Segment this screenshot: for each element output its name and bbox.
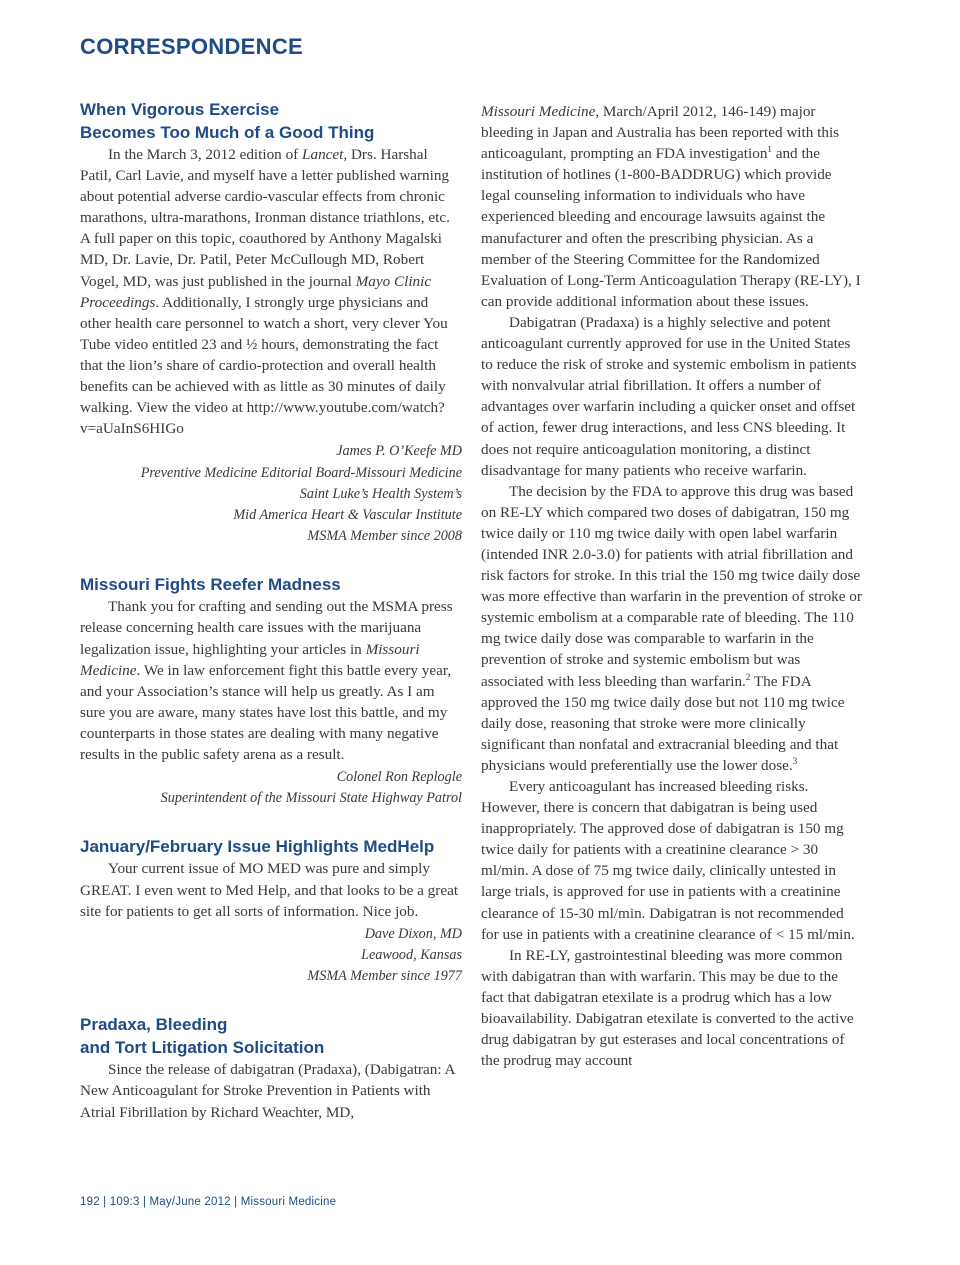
letter2-sig-name: Colonel Ron Replogle [336,769,462,786]
letter1-sig-org2: Mid America Heart & Vascular Institute [233,506,462,523]
letter1-heading-line2: Becomes Too Much of a Good Thing [80,123,375,142]
page-footer: 192 | 109:3 | May/June 2012 | Missouri Medicine [80,1196,337,1208]
letter1-text-e: . Additionally, I strongly urge physicians and other health care personnel to watch a short, very clever You Tube video entitled 23 and ½ hours, demonstrating the fact that the lion’s share of cardio-protection and overall health benefits can be achieved with as little as 30 minutes of daily walking. View the video at http://www.youtube.com/watch?v=aUaInS6HIGo [80,293,448,438]
letter1-sig-title: Preventive Medicine Editorial Board-Missouri Medicine [140,464,462,481]
right-column [481,101,863,1071]
letter1-heading-line1: When Vigorous Exercise [80,100,280,119]
letter2-sig-title: Superintendent of the Missouri State Highway Patrol [160,790,462,807]
footnote-ref-1: 1 [767,144,772,155]
letter2-signature [80,767,462,809]
letter2-text-a: Thank you for crafting and sending out the MSMA press release concerning health care issues with the marijuana legalization issue, highlighting your articles in [80,598,453,658]
section-label: CORRESPONDENCE [80,34,304,59]
journal-missouri-medicine-2: Missouri Medicine [481,103,596,120]
left-column [80,98,462,1123]
letter1-sig-org1: Saint Luke’s Health System’s [299,485,462,502]
letter3-signature [80,924,462,988]
letter1-sig-member: MSMA Member since 2008 [307,528,462,545]
letter4-paragraph-3 [481,481,863,776]
letter3-body: Your current issue of MO MED was pure and simply GREAT. I even went to Med Help, and that looks to be a great site for patients to get all sorts of information. Nice job. [80,860,459,920]
journal-lancet: Lancet [302,146,344,163]
letter4-r3-text-b: The FDA approved the 150 mg twice daily dose but not 110 mg twice daily dose, reasoning that stroke were more clinically significant than nonfatal and extracranial bleeding and that physicians would preferentially use the lower dose. [481,672,845,774]
letter2-heading: Missouri Fights Reefer Madness [80,575,341,595]
letter2-body [80,596,462,765]
letter4-r1-text-b: , March/April 2012, 146-149) major bleeding in Japan and Australia has been reported with this anticoagulant, prompting an FDA investigation [481,103,840,163]
footnote-ref-2: 2 [745,671,751,682]
letter4-r1-text-c: and the institution of hotlines (1-800-BADDRUG) which provide legal counseling information to individuals who have experienced bleeding and encourage lawsuits against the manufacturer and often the prescribing physician. As a member of the Steering Committee for the Randomized Evaluation of Long-Term Anticoagulation Therapy (RE-LY), I can provide additional information about these issues. [481,145,861,310]
letter4-heading-line2: and Tort Litigation Solicitation [80,1038,325,1058]
letter2-text-c: . We in law enforcement fight this battle every year, and your Association’s stance will help us greatly. As I am sure you are aware, many states have lost this battle, and my counterparts in those states are dealing with many negative results in the public safety arena as a result. [80,661,452,763]
letter1-signature [80,441,462,547]
letter4-paragraph-2: Dabigatran (Pradaxa) is a highly selective and potent anticoagulant currently approved for use in the United States to reduce the risk of stroke and systemic embolism in patients with nonvalvular atrial fibrillation. It offers a number of advantages over warfarin including a quicker onset and offset of action, fewer drug interactions, and less CNS bleeding. It does not require anticoagulation monitoring, a distinct disadvantage for many patients who receive warfarin. [481,313,857,479]
journal-mayo: Mayo Clinic Proceedings [80,272,432,311]
letter4-paragraph-5: In RE-LY, gastrointestinal bleeding was more common with dabigatran than with warfarin. This may be due to the fact that dabigatran etexilate is a prodrug which has a low bioavailability. Dabigatran etexilate is converted to the active drug dabigatran by gut esterases and local concentrations of the prodrug may account [481,946,854,1070]
letter4-body-start: Since the release of dabigatran (Pradaxa), (Dabigatran: A New Anticoagulant for Stroke Prevention in Patients with Atrial Fibrillation by Richard Weachter, MD, [80,1061,455,1121]
footnote-ref-3: 3 [792,755,798,766]
letter3-sig-name: Dave Dixon, MD [364,925,462,942]
letter1-body [80,144,462,439]
letter4-r3-text-a: The decision by the FDA to approve this drug was based on RE-LY which compared two doses of dabigatran, 150 mg twice daily or 110 mg twice daily with open label warfarin (intended INR 2.0-3.0) for patients with atrial fibrillation and risk factors for stroke. In this trial the 150 mg twice daily dose was more effective than warfarin in the prevention of stroke or systemic embolism at a comparable rate of bleeding. The 110 mg twice daily dose was comparable to warfarin in the prevention of stroke and systemic embolism but was associated with less bleeding than warfarin. [481,482,862,690]
letter4-heading [80,1013,462,1059]
letter1-text-c: , Drs. Harshal Patil, Carl Lavie, and myself have a letter published warning about potential adverse cardio-vascular effects from chronic marathons, ultra-marathons, Ironman distance triathlons, etc. A full paper on this topic, coauthored by Anthony Magalski MD, Dr. Lavie, Dr. Patil, Peter McCullough MD, Robert Vogel, MD, was just published in the journal [80,146,450,290]
letter1-sig-name: James P. O’Keefe MD [336,443,462,460]
letter4-paragraph-4: Every anticoagulant has increased bleeding risks. However, there is concern that dabigatran is being used inappropriately. The approved dose of dabigatran is 150 mg twice daily for patients with a creatinine clearance > 30 ml/min. A dose of 75 mg twice daily, clinically untested in large trials, is approved for use in patients with a creatinine clearance of 15-30 ml/min. Dabigatran is not recommended for use in patients with a creatinine clearance of < 15 ml/min. [481,778,855,943]
letter3-sig-member: MSMA Member since 1977 [307,968,462,985]
letter4-heading-line1: Pradaxa, Bleeding [80,1015,228,1035]
letter3-sig-location: Leawood, Kansas [361,946,462,963]
letter4-paragraph-1 [481,101,863,312]
letter1-heading [80,98,462,144]
journal-missouri-medicine: Missouri Medicine [80,640,420,679]
letter1-text-a: In the March 3, 2012 edition of [108,146,303,163]
letter3-heading: January/February Issue Highlights MedHelp [80,837,435,857]
